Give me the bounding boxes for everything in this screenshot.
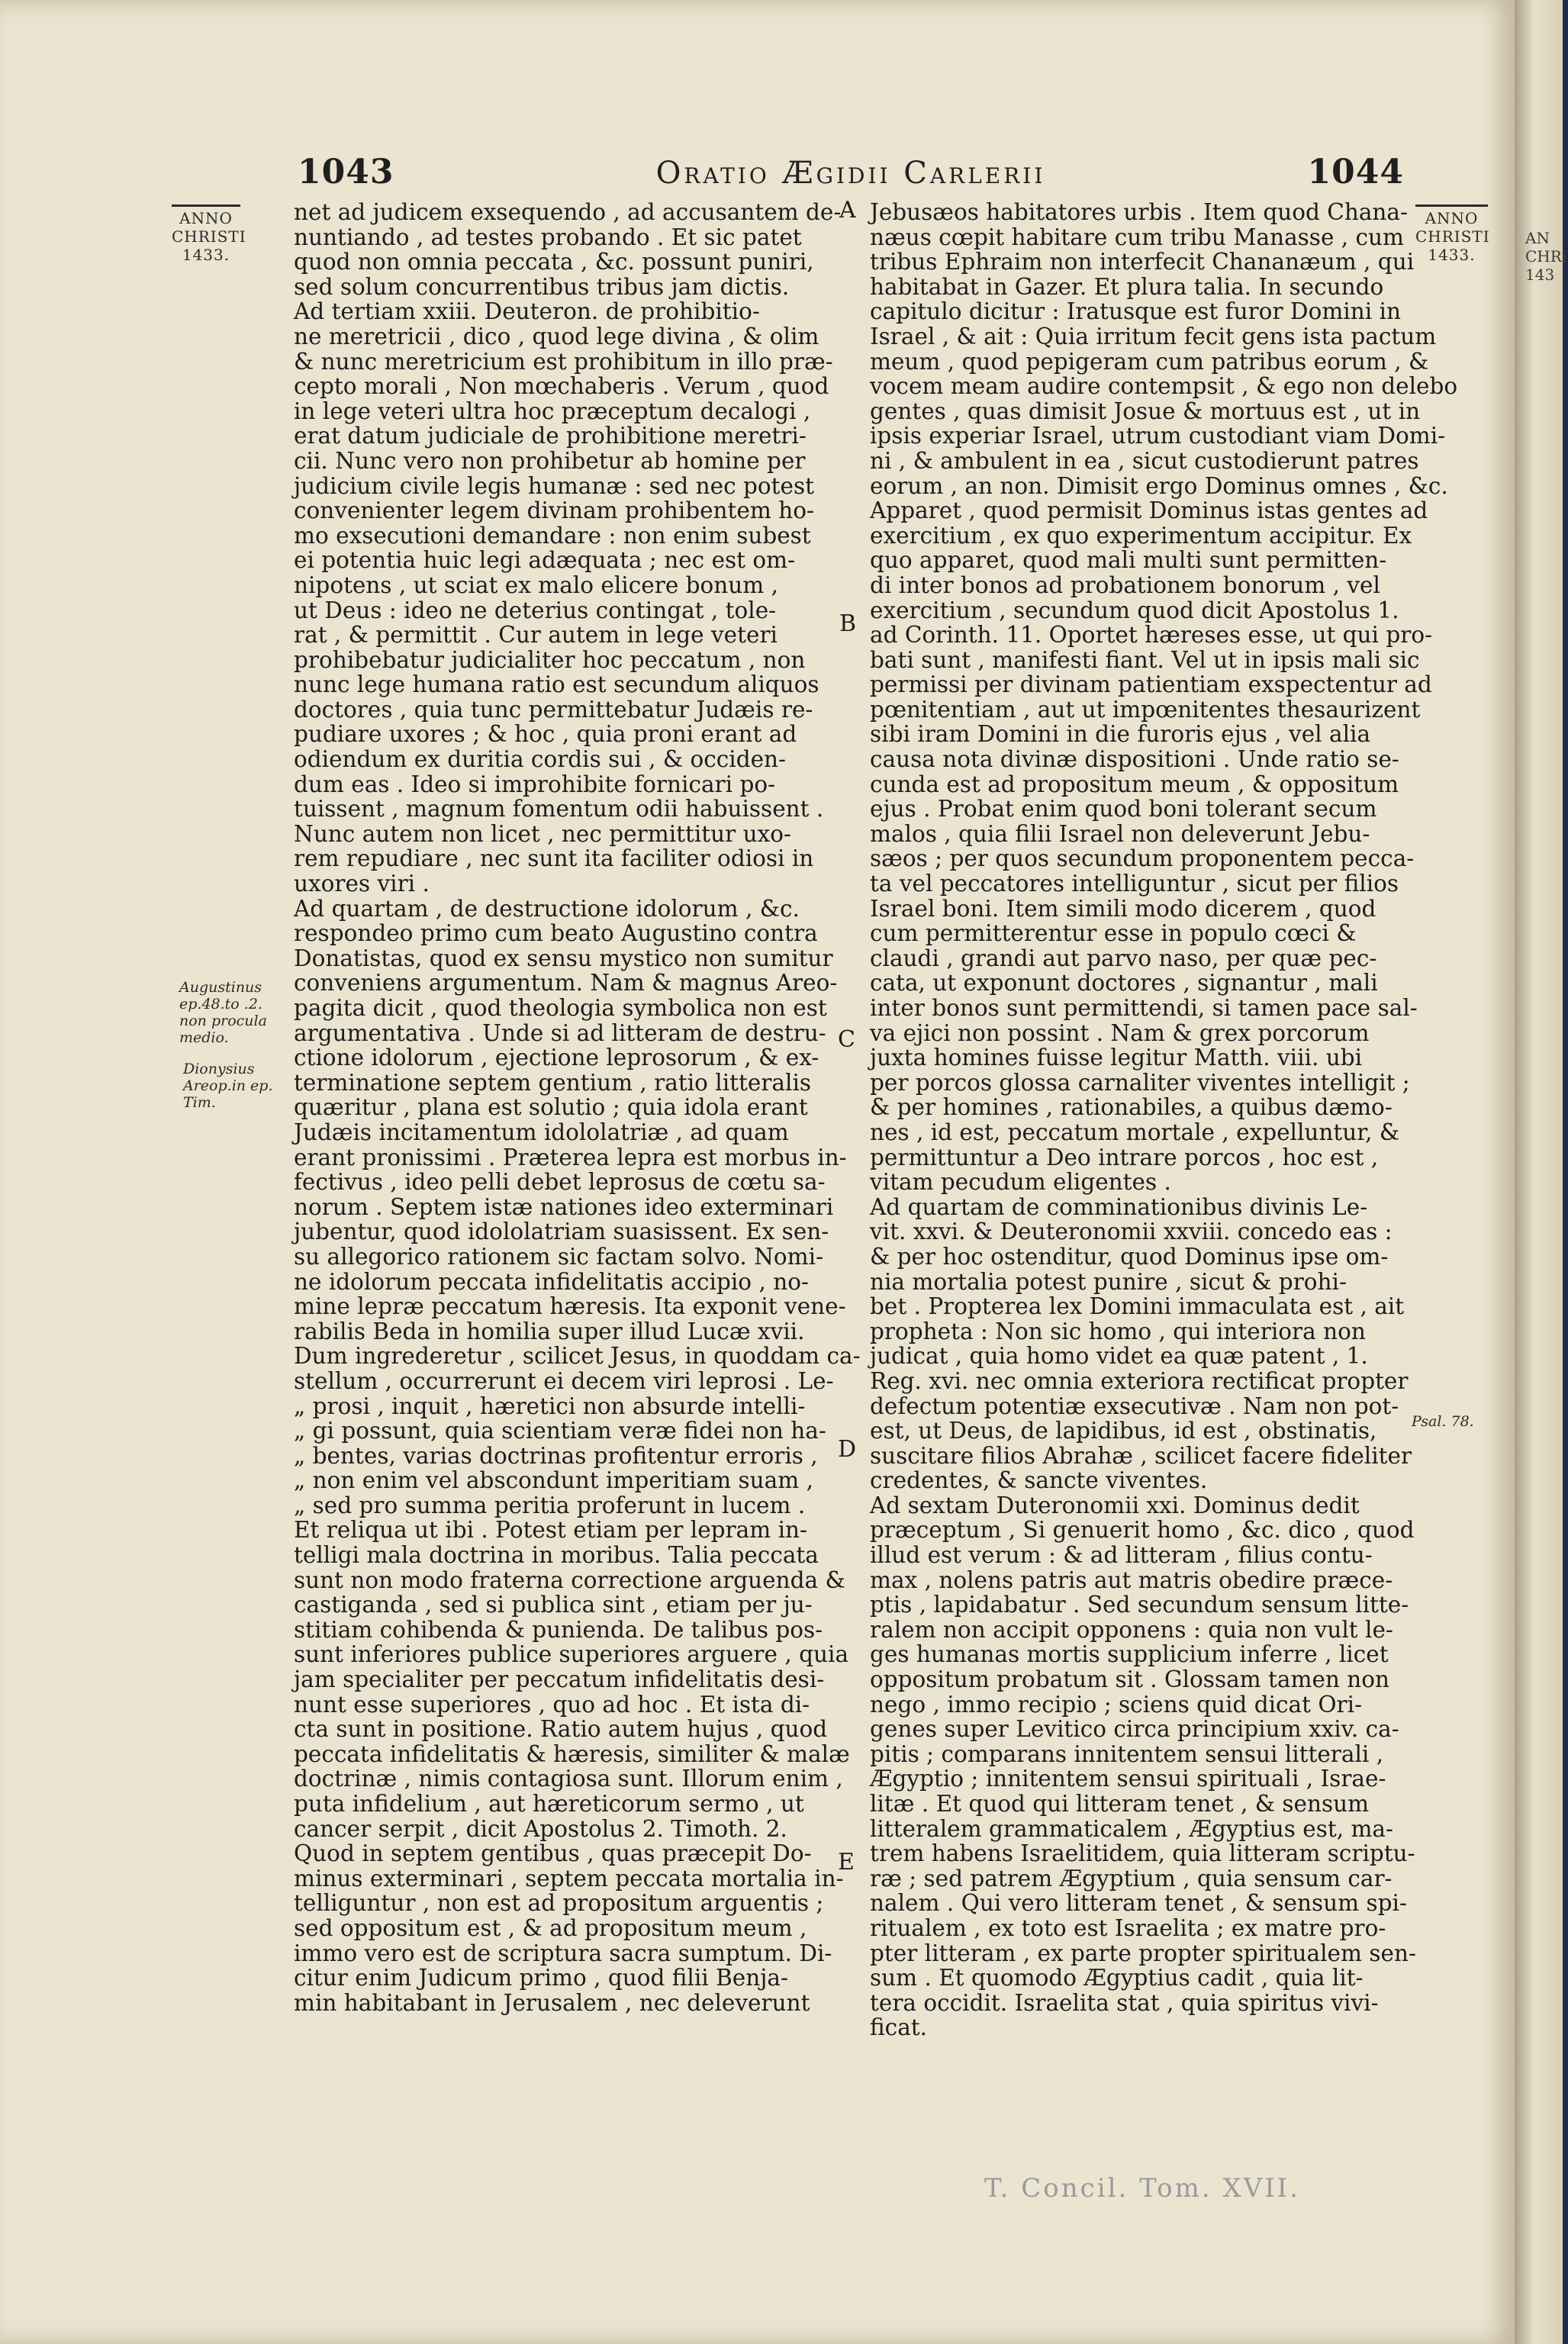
anno-rule [172,204,240,207]
text-line: „ gi possunt, quia scientiam veræ fidei non ha- [294,1418,826,1444]
text-line: Ad quartam de comminationibus divinis Le- [870,1193,1368,1220]
text-line: convenienter legem divinam prohibentem ho- [294,497,814,524]
text-line: inter bonos sunt permittendi, si tamen pace sal- [870,995,1418,1021]
text-line: immo vero est de scriptura sacra sumptum. Di- [294,1940,832,1966]
text-line: jubentur, quod idololatriam suasissent. Ex sen- [294,1219,829,1245]
text-line: tera occidit. Israelita stat , quia spiritus vivi- [870,1989,1379,2016]
text-line: dum eas . Ideo si improhibite fornicari po- [294,771,776,797]
text-line: erat datum judiciale de prohibitione meretri- [294,423,807,449]
text-line: max , nolens patris aut matris obedire præce- [870,1566,1393,1593]
text-line: ptis , lapidabatur . Sed secundum sensum litte- [870,1592,1409,1618]
text-line: trem habens Israelitidem, quia litteram scriptu- [870,1840,1415,1867]
text-line: odiendum ex duritia cordis sui , & occiden- [294,746,787,773]
margin-note-augustinus: Augustinus ep.48.to .2. non procula medio. [179,979,267,1046]
text-line: „ bentes, varias doctrinas profitentur erroris , [294,1442,818,1469]
text-line: tuissent , magnum fomentum odii habuissent . [294,796,824,823]
text-line: mine lepræ peccatum hæresis. Ita exponit vene- [294,1293,846,1320]
text-line: judicat , quia homo videt ea quæ patent , 1. [870,1343,1368,1370]
text-line: ipsis experiar Israel, utrum custodiant viam Domi- [870,423,1446,449]
anno-year: 1433. [1428,246,1476,264]
text-line: meum , quod pepigeram cum patribus eorum , & [870,348,1429,375]
text-line: malos , quia filii Israel non deleverunt Jebu- [870,820,1370,847]
text-line: genes super Levitico circa principium xxiv. ca- [870,1716,1399,1743]
text-line: judicium civile legis humanæ : sed nec potest [294,472,814,499]
text-line: ejus . Probat enim quod boni tolerant secum [870,796,1377,823]
text-line: credentes, & sancte viventes. [870,1467,1208,1494]
text-line: pter litteram , ex parte propter spiritualem sen- [870,1940,1416,1966]
text-line: peccata infidelitatis & hæresis, similiter & malæ [294,1740,850,1767]
text-line: ficat. [870,2014,928,2041]
text-line: Quod in septem gentibus , quas præcepit Do- [294,1840,812,1867]
text-line: propheta : Non sic homo , qui interiora non [870,1318,1366,1344]
text-line: conveniens argumentum. Nam & magnus Areo- [294,970,838,997]
text-line: Apparet , quod permisit Dominus istas gentes ad [870,497,1428,524]
text-line: vitam pecudum eligentes . [870,1169,1171,1196]
text-line: quo apparet, quod mali multi sunt permitten- [870,547,1387,574]
text-line: rem repudiare , nec sunt ita faciliter odiosi in [294,845,814,872]
text-line: ralem non accipit opponens : quia non vult le- [870,1616,1393,1643]
text-line: defectum potentiæ exsecutivæ . Nam non pot- [870,1393,1399,1419]
text-line: rat , & permittit . Cur autem in lege veteri [294,622,778,649]
anno-christi-left [172,204,246,264]
text-line: sæos ; per quos secundum proponentem pecca- [870,845,1415,872]
text-line: juxta homines fuisse legitur Matth. viii. ubi [870,1045,1363,1071]
folio-right: 1044 [1307,153,1404,192]
text-line: & nunc meretricium est prohibitum in illo præ- [294,348,833,375]
text-line: quæritur , plana est solutio ; quia idola erant [294,1094,808,1121]
text-line: Israel boni. Item simili modo dicerem , quod [870,895,1376,922]
text-line: eorum , an non. Dimisit ergo Dominus omnes , &c. [870,472,1448,499]
text-line: & per homines , rationabiles, a quibus dæmo- [870,1094,1393,1121]
text-line: Et reliqua ut ibi . Potest etiam per lepram in- [294,1517,807,1544]
text-line: „ prosi , inquit , hæretici non absurde intelli- [294,1393,806,1419]
text-line: pudiare uxores ; & hoc , quia proni erant ad [294,721,797,748]
text-line: castiganda , sed si publica sint , etiam per ju- [294,1592,813,1618]
text-line: ctione idolorum , ejectione leprosorum , & ex- [294,1045,819,1071]
text-line: pœnitentiam , aut ut impœnitentes thesaurizent [870,696,1421,723]
text-line: nes , id est, peccatum mortale , expelluntur, & [870,1119,1400,1145]
text-line: nunc lege humana ratio est secundum aliquos [294,671,819,698]
anno-christi-right [1415,204,1488,264]
text-line: pagita dicit , quod theologia symbolica non est [294,995,827,1021]
text-line: telliguntur , non est ad propositum arguentis ; [294,1890,824,1917]
text-line: permissi per divinam patientiam exspectentur ad [870,671,1432,698]
text-line: pitis ; comparans innitentem sensui litterali , [870,1740,1384,1767]
text-line: puta infidelium , aut hæreticorum sermo , ut [294,1791,804,1817]
text-line: min habitabant in Jerusalem , nec deleverunt [294,1989,810,2016]
text-line: cepto morali , Non mœchaberis . Verum , quod [294,373,829,400]
text-line: suscitare filios Abrahæ , scilicet facere fideliter [870,1442,1412,1469]
text-line: stellum , occurrerunt ei decem viri leprosi . Le- [294,1367,834,1394]
text-line: „ non enim vel abscondunt imperitiam suam , [294,1467,813,1494]
text-line: sibi iram Domini in die furoris ejus , vel alia [870,721,1371,748]
signature-mark: T. Concil. Tom. XVII. [984,2173,1300,2204]
text-line: oppositum probatum sit . Glossam tamen non [870,1666,1390,1693]
text-line: sunt inferiores publice superiores arguere , quia [294,1641,849,1668]
anno-year: 1433. [182,246,230,264]
text-line: per porcos glossa carnaliter viventes intelligit ; [870,1069,1410,1096]
margin-note-dionysius: Dionysius Areop.in ep. Tim. [183,1061,273,1111]
text-line: telligi mala doctrina in moribus. Talia peccata [294,1542,819,1569]
text-line: vocem meam audire contempsit , & ego non delebo [870,373,1458,400]
text-line: Ad sextam Duteronomii xxi. Dominus dedit [870,1492,1360,1518]
text-line: causa nota divinæ dispositioni . Unde ratio se- [870,746,1399,773]
text-line: bet . Propterea lex Domini immaculata est , ait [870,1293,1405,1320]
section-letter-c: C [838,1026,855,1053]
anno-label: ANNO [179,209,233,227]
text-line: Reg. xvi. nec omnia exteriora rectificat propter [870,1367,1409,1394]
text-line: nunt esse superiores , quo ad hoc . Et ista di- [294,1691,810,1718]
text-line: præceptum , Si genuerit homo , &c. dico , quod [870,1517,1415,1544]
text-line: va ejici non possint . Nam & grex porcorum [870,1019,1370,1046]
text-line: cta sunt in positione. Ratio autem hujus , quod [294,1716,828,1743]
text-line: prohibebatur judicialiter hoc peccatum , non [294,646,806,673]
text-line: nuntiando , ad testes probando . Et sic patet [294,224,802,250]
text-line: doctrinæ , nimis contagiosa sunt. Illorum enim , [294,1766,843,1792]
text-line: cunda est ad propositum meum , & oppositum [870,771,1399,797]
text-line: cata, ut exponunt doctores , signantur , mali [870,970,1378,997]
text-line: ræ ; sed patrem Ægyptium , quia sensum car- [870,1865,1393,1892]
text-line: nipotens , ut sciat ex malo elicere bonum , [294,572,779,598]
section-letter-b: B [839,610,857,637]
text-line: jam specialiter per peccatum infidelitatis desi- [294,1666,825,1693]
text-line: doctores , quia tunc permittebatur Judæis re- [294,696,813,723]
text-line: respondeo primo cum beato Augustino contra [294,920,818,947]
text-line: habitabat in Gazer. Et plura talia. In secundo [870,273,1384,300]
text-line: exercitium , secundum quod dicit Apostolus 1. [870,597,1399,623]
text-line: cum permitterentur esse in populo cœci & [870,920,1357,947]
text-line: capitulo dicitur : Iratusque est furor Domini in [870,298,1401,325]
text-line: stitiam cohibenda & punienda. De talibus pos- [294,1616,823,1643]
text-line: norum . Septem istæ nationes ideo exterminari [294,1193,834,1220]
text-line: næus cœpit habitare cum tribu Manasse , cum [870,224,1405,250]
text-line: tribus Ephraim non interfecit Chananæum , qui [870,249,1415,275]
margin-note-psalm: Psal. 78. [1412,1413,1474,1430]
section-letter-d: D [838,1436,857,1463]
text-line: Ad quartam , de destructione idolorum , &c. [294,895,800,922]
text-line: quod non omnia peccata , &c. possunt puniri, [294,249,814,275]
text-line: vit. xxvi. & Deuteronomii xxviii. concedo eas : [870,1219,1393,1245]
text-line: litteralem grammaticalem , Ægyptius est, ma- [870,1815,1393,1842]
text-line: Judæis incitamentum idololatriæ , ad quam [294,1119,789,1145]
text-line: su allegorico rationem sic factam solvo. Nomi- [294,1243,824,1270]
text-line: sunt non modo fraterna correctione arguenda & [294,1566,845,1593]
text-line: nego , immo recipio ; sciens quid dicat Ori- [870,1691,1363,1718]
text-line: cancer serpit , dicit Apostolus 2. Timoth. 2. [294,1815,787,1842]
text-line: gentes , quas dimisit Josue & mortuus est , ut in [870,398,1421,424]
text-line: ne idolorum peccata infidelitatis accipio , no- [294,1268,809,1295]
text-line: fectivus , ideo pelli debet leprosus de cœtu sa- [294,1169,826,1196]
text-line: rabilis Beda in homilia super illud Lucæ xvii. [294,1318,805,1344]
text-line: argumentativa . Unde si ad litteram de destru- [294,1019,826,1046]
section-letter-e: E [838,1849,855,1876]
text-line: claudi , grandi aut parvo naso, per quæ pec- [870,945,1377,971]
text-line: in lege veteri ultra hoc præceptum decalogi , [294,398,811,424]
text-line: Jebusæos habitatores urbis . Item quod Chana- [870,199,1408,225]
section-letter-a: A [839,197,856,224]
text-line: ne meretricii , dico , quod lege divina , & olim [294,323,819,349]
anno-label: ANNO [1425,209,1479,227]
text-line: di inter bonos ad probationem bonorum , vel [870,572,1380,598]
running-title: Oratio Ægidii Carlerii [655,156,1046,191]
text-line: net ad judicem exsequendo , ad accusantem de- [294,199,842,225]
text-line: ta vel peccatores intelliguntur , sicut per filios [870,871,1399,897]
text-line: Dum ingrederetur , scilicet Jesus, in quoddam ca- [294,1343,861,1370]
text-line: est, ut Deus, de lapidibus, id est , obstinatis, [870,1418,1377,1444]
text-line: permittuntur a Deo intrare porcos , hoc est , [870,1144,1379,1170]
text-column-left [294,199,861,2016]
text-line: Donatistas, quod ex sensu mystico non sumitur [294,945,833,971]
text-line: terminatione septem gentium , ratio litteralis [294,1069,812,1096]
christi-label: CHRISTI [1415,227,1490,246]
text-line: litæ . Et quod qui litteram tenet , & sensum [870,1791,1370,1817]
text-line: sum . Et quomodo Ægyptius cadit , quia lit- [870,1965,1364,1991]
next-page-edge-text: AN CHRI 143 [1525,229,1568,284]
text-line: sed oppositum est , & ad propositum meum , [294,1914,807,1941]
text-line: Ægyptio ; innitentem sensui spirituali , Israe- [870,1766,1386,1792]
text-line: nalem . Qui vero litteram tenet , & sensum spi- [870,1890,1407,1917]
folio-left: 1043 [298,153,394,192]
text-line: ei potentia huic legi adæquata ; nec est om- [294,547,796,574]
text-line: „ sed pro summa peritia proferunt in lucem . [294,1492,806,1518]
text-line: bati sunt , manifesti fiant. Vel ut in ipsis mali sic [870,646,1420,673]
text-line: citur enim Judicum primo , quod filii Benja- [294,1965,788,1991]
text-line: cii. Nunc vero non prohibetur ab homine per [294,447,806,474]
text-line: ad Corinth. 11. Oportet hæreses esse, ut qui pro- [870,622,1433,649]
text-line: sed solum concurrentibus tribus jam dictis. [294,273,790,300]
text-line: nia mortalia potest punire , sicut & prohi- [870,1268,1347,1295]
text-line: ritualem , ex toto est Israelita ; ex matre pro- [870,1914,1386,1941]
anno-rule [1415,204,1488,207]
text-line: ges humanas mortis supplicium inferre , licet [870,1641,1389,1668]
text-line: minus exterminari , septem peccata mortalia in- [294,1865,844,1892]
text-line: Nunc autem non licet , nec permittitur uxo- [294,820,791,847]
text-line: Ad tertiam xxiii. Deuteron. de prohibitio- [294,298,760,325]
text-line: mo exsecutioni demandare : non enim subest [294,522,811,549]
text-line: illud est verum : & ad litteram , filius contu- [870,1542,1373,1569]
text-line: & per hoc ostenditur, quod Dominus ipse om- [870,1243,1389,1270]
text-line: exercitium , ex quo experimentum accipitur. Ex [870,522,1412,549]
text-line: ut Deus : ideo ne deterius contingat , tole- [294,597,777,623]
text-line: erant pronissimi . Præterea lepra est morbus in- [294,1144,847,1170]
page-header [294,153,1408,198]
christi-label: CHRISTI [172,227,246,246]
next-page-edge [1515,0,1568,2344]
text-line: Israel , & ait : Quia irritum fecit gens ista pactum [870,323,1437,349]
text-line: uxores viri . [294,871,430,897]
text-line: ni , & ambulent in ea , sicut custodierunt patres [870,447,1419,474]
